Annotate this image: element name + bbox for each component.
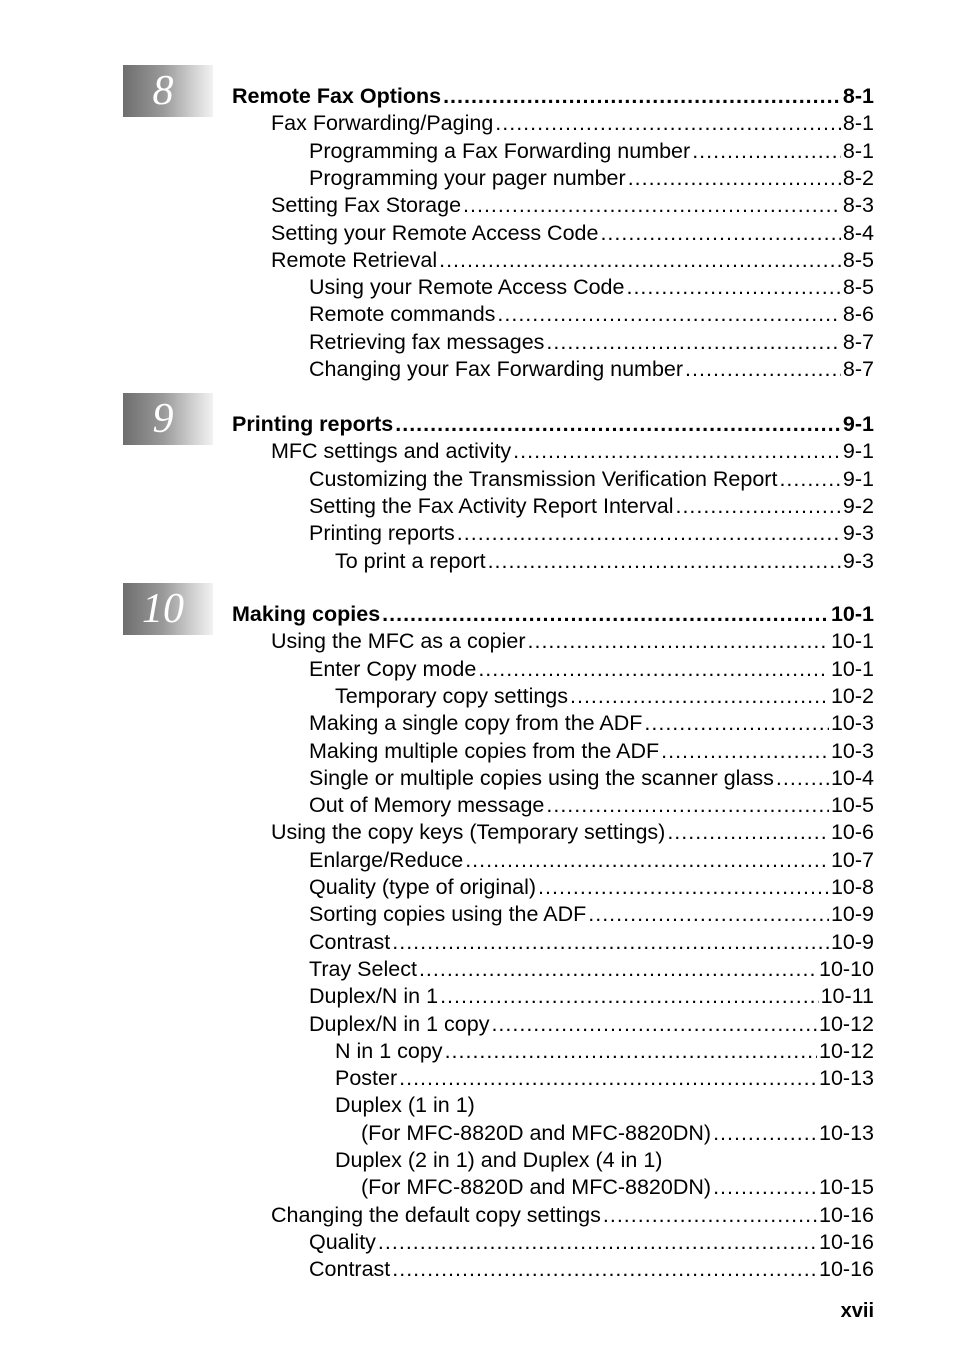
toc-entry[interactable] [309, 874, 874, 901]
toc-entry-title: Making a single copy from the ADF [309, 711, 643, 736]
toc-entry-title: Setting your Remote Access Code [271, 220, 599, 245]
toc-entry[interactable] [309, 738, 874, 765]
toc-entry-title: Changing your Fax Forwarding number [309, 357, 684, 381]
dot-leader [465, 847, 829, 874]
dot-leader [392, 1256, 817, 1283]
toc-entry[interactable] [271, 1202, 874, 1229]
toc-entry[interactable] [232, 83, 874, 110]
dot-leader [776, 765, 829, 792]
toc-entry-page: 8-1 [842, 138, 874, 163]
toc-entry-title: Customizing the Transmission Verification Report [309, 466, 778, 491]
toc-entry-page: 10-9 [830, 929, 874, 954]
chapter-number: 8 [152, 68, 174, 114]
toc-entry-page: 8-5 [842, 275, 874, 300]
dot-leader [491, 1011, 817, 1038]
toc-entry-page: 10-16 [819, 1202, 874, 1227]
toc-entry[interactable] [361, 1120, 874, 1147]
dot-leader [495, 110, 841, 137]
toc-entry-page: 8-3 [842, 193, 874, 218]
toc-entry-page: 10-10 [819, 956, 874, 981]
toc-entry[interactable] [309, 956, 874, 983]
toc-entry-title: Using the MFC as a copier [271, 629, 526, 654]
toc-entry-title: Printing reports [232, 412, 394, 436]
toc-entry[interactable] [271, 247, 874, 274]
chapter-tab-8 [123, 65, 213, 117]
toc-entry[interactable] [309, 901, 874, 928]
toc-entry-page: 9-1 [842, 439, 874, 464]
dot-leader [378, 1229, 817, 1256]
toc-entry[interactable] [309, 493, 874, 520]
toc-entry-page: 10-3 [830, 711, 874, 736]
toc-entry[interactable] [309, 710, 874, 737]
toc-entry[interactable] [309, 983, 874, 1010]
toc-entry-title: Printing reports [309, 521, 455, 546]
toc-entry[interactable] [271, 819, 874, 846]
toc-entry[interactable] [335, 683, 874, 710]
toc-entry-page: 10-7 [830, 847, 874, 872]
toc-entry-title: Contrast [309, 1257, 391, 1282]
dot-leader [570, 683, 829, 710]
dot-leader [600, 220, 840, 247]
toc-entry[interactable] [335, 1065, 874, 1092]
toc-entry-page: 10-12 [819, 1038, 874, 1063]
toc-entry[interactable] [309, 274, 874, 301]
toc-entry-title: Changing the default copy settings [271, 1202, 601, 1227]
dot-leader [626, 274, 840, 301]
toc-entry[interactable] [232, 601, 874, 628]
dot-leader [685, 356, 841, 383]
dot-leader [395, 411, 841, 438]
toc-entry[interactable] [335, 548, 874, 575]
toc-entry[interactable] [309, 138, 874, 165]
toc-entry[interactable] [271, 438, 874, 465]
toc-entry-page: 9-1 [842, 412, 874, 436]
toc-entry[interactable] [271, 628, 874, 655]
toc-entry-page: 10-1 [830, 656, 874, 681]
toc-entry-title: Remote Fax Options [232, 84, 442, 108]
dot-leader [644, 710, 829, 737]
toc-entry-page: 8-7 [842, 329, 874, 354]
chapter-number: 9 [152, 396, 174, 442]
dot-leader [661, 738, 829, 765]
toc-entry[interactable] [309, 466, 874, 493]
dot-leader [382, 601, 829, 628]
toc-entry[interactable] [309, 1229, 874, 1256]
dot-leader [528, 628, 829, 655]
toc-entry-title: Duplex (1 in 1) [335, 1093, 475, 1118]
toc-entry-title: Enlarge/Reduce [309, 847, 464, 872]
toc-entry-title: Making copies [232, 602, 381, 626]
toc-entry-page: 8-7 [842, 357, 874, 381]
dot-leader [628, 165, 841, 192]
toc-entry-title: Retrieving fax messages [309, 329, 545, 354]
toc-entry-title: (For MFC-8820D and MFC-8820DN) [361, 1175, 712, 1200]
toc-entry-title: Out of Memory message [309, 793, 545, 818]
toc-entry-page: 9-3 [842, 548, 874, 573]
toc-entry-page: 10-8 [830, 875, 874, 899]
toc-entry-page: 10-5 [830, 793, 874, 818]
toc-entry[interactable] [271, 110, 874, 137]
toc-entry-page: 10-6 [830, 820, 874, 845]
toc-entry-page: 10-13 [819, 1120, 874, 1145]
toc-entry-page: 9-2 [842, 493, 874, 518]
toc-entry-page: 8-1 [842, 111, 874, 136]
toc-entry-page: 8-5 [842, 247, 874, 272]
toc-entry-title: Single or multiple copies using the scanner glass [309, 765, 774, 790]
dot-leader [478, 656, 829, 683]
toc-entry[interactable] [309, 929, 874, 956]
toc-entry[interactable] [335, 1092, 874, 1119]
dot-leader [667, 819, 829, 846]
toc-entry-title: Quality (type of original) [309, 875, 537, 899]
toc-entry-page: 10-2 [830, 683, 874, 708]
toc-entry-title: Setting the Fax Activity Report Interval [309, 493, 674, 518]
toc-entry-title: Remote Retrieval [271, 247, 438, 272]
toc-entry-title: Contrast [309, 929, 391, 954]
toc-entry[interactable] [309, 656, 874, 683]
toc-entry[interactable] [335, 1038, 874, 1065]
toc-entry-title: Poster [335, 1066, 398, 1091]
toc-entry-page: 8-6 [842, 302, 874, 327]
dot-leader [440, 983, 819, 1010]
toc-entry-title: Quality [309, 1229, 376, 1254]
dot-leader [603, 1202, 817, 1229]
dot-leader [488, 548, 841, 575]
toc-entry-page: 10-16 [819, 1257, 874, 1282]
dot-leader [713, 1120, 817, 1147]
toc-entry-title: Duplex/N in 1 [309, 984, 439, 1009]
toc-entry-page: 8-4 [842, 220, 874, 245]
toc-entry-title: Using your Remote Access Code [309, 275, 625, 300]
dot-leader [713, 1174, 817, 1201]
toc-entry[interactable] [309, 792, 874, 819]
toc-entry-title: (For MFC-8820D and MFC-8820DN) [361, 1120, 712, 1145]
dot-leader [538, 874, 829, 901]
toc-entry-title: Sorting copies using the ADF [309, 902, 587, 927]
toc-entry-page: 10-1 [830, 602, 874, 626]
toc-entry[interactable] [232, 411, 874, 438]
toc-entry-page: 10-12 [819, 1011, 874, 1036]
toc-entry[interactable] [309, 765, 874, 792]
toc-entry-title: Programming a Fax Forwarding number [309, 138, 691, 163]
toc-entry[interactable] [309, 847, 874, 874]
dot-leader [457, 520, 841, 547]
dot-leader [392, 929, 829, 956]
toc-entry-title: Remote commands [309, 302, 496, 327]
toc-entry-page: 10-11 [820, 984, 874, 1009]
toc-entry-title: Enter Copy mode [309, 656, 477, 681]
toc-entry-title: Duplex (2 in 1) and Duplex (4 in 1) [335, 1148, 663, 1172]
toc-entry-page: 10-15 [819, 1175, 874, 1200]
toc-entry-page: 9-3 [842, 521, 874, 546]
dot-leader [692, 138, 841, 165]
toc-entry-title: Setting Fax Storage [271, 193, 462, 218]
toc-entry-title: Temporary copy settings [335, 683, 569, 708]
dot-leader [546, 792, 829, 819]
chapter-tab-10 [123, 583, 213, 635]
dot-leader [497, 301, 841, 328]
toc-entry-title: To print a report [335, 548, 486, 573]
dot-leader [439, 247, 841, 274]
dot-leader [588, 901, 829, 928]
toc-entry[interactable] [271, 220, 874, 247]
toc-entry-page: 8-2 [842, 165, 874, 190]
dot-leader [445, 1038, 817, 1065]
toc-entry-page: 8-1 [842, 84, 874, 108]
toc-entry[interactable] [309, 356, 874, 383]
toc-entry-title: Tray Select [309, 956, 417, 981]
toc-entry[interactable] [271, 192, 874, 219]
dot-leader [513, 438, 841, 465]
chapter-tab-9 [123, 393, 213, 445]
toc-entry[interactable] [309, 301, 874, 328]
toc-entry-title: MFC settings and activity [271, 439, 512, 464]
toc-entry[interactable] [309, 165, 874, 192]
toc-entry-title: Making multiple copies from the ADF [309, 738, 660, 763]
toc-entry-page: 10-1 [830, 629, 874, 654]
chapter-number: 10 [142, 586, 184, 632]
toc-entry-title: Duplex/N in 1 copy [309, 1011, 490, 1036]
toc-entry-title: Fax Forwarding/Paging [271, 111, 494, 136]
toc-entry-page: 10-13 [819, 1066, 874, 1091]
dot-leader [419, 956, 817, 983]
toc-entry-page: 10-4 [830, 765, 874, 790]
toc-entry-page: 10-3 [830, 738, 874, 763]
page-number: xvii [840, 1300, 874, 1322]
toc-entry[interactable] [309, 520, 874, 547]
toc-entry[interactable] [361, 1174, 874, 1201]
dot-leader [779, 466, 840, 493]
toc-entry-title: Programming your pager number [309, 165, 626, 190]
toc-entry[interactable] [335, 1147, 874, 1174]
dot-leader [443, 83, 841, 110]
toc-entry[interactable] [309, 1011, 874, 1038]
dot-leader [675, 493, 840, 520]
dot-leader [546, 329, 841, 356]
toc-entry-page: 10-9 [830, 902, 874, 927]
dot-leader [399, 1065, 817, 1092]
toc-entry[interactable] [309, 329, 874, 356]
dot-leader [463, 192, 841, 219]
toc-entry-title: N in 1 copy [335, 1038, 443, 1063]
toc-entry-page: 10-16 [819, 1229, 874, 1254]
toc-entry-title: Using the copy keys (Temporary settings) [271, 820, 666, 845]
toc-entry[interactable] [309, 1256, 874, 1283]
toc-entry-page: 9-1 [842, 466, 874, 491]
